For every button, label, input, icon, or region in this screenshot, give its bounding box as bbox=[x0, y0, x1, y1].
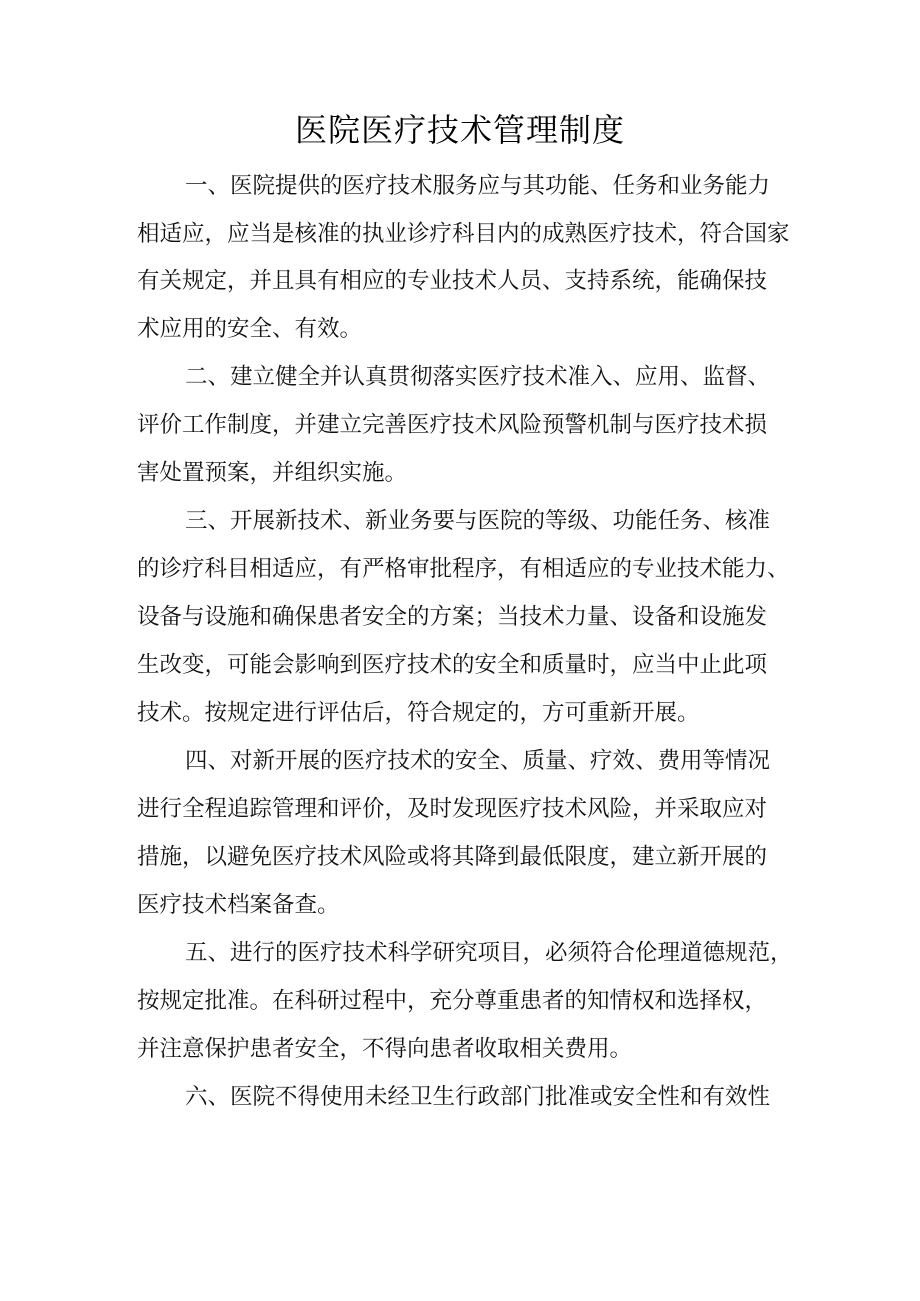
paragraph-3-line-1: 三、开展新技术、新业务要与医院的等级、功能任务、核准 bbox=[185, 508, 771, 534]
paragraph-3-line-4: 生改变，可能会影响到医疗技术的安全和质量时，应当中止此项 bbox=[137, 652, 768, 678]
paragraph-3-line-3: 设备与设施和确保患者安全的方案；当技术力量、设备和设施发 bbox=[137, 604, 768, 630]
paragraph-1-line-3: 有关规定，并且具有相应的专业技术人员、支持系统，能确保技 bbox=[137, 268, 768, 294]
paragraph-2-line-3: 害处置预案，并组织实施。 bbox=[137, 460, 408, 486]
paragraph-5-line-1: 五、进行的医疗技术科学研究项目，必须符合伦理道德规范， bbox=[185, 940, 793, 966]
paragraph-1-line-4: 术应用的安全、有效。 bbox=[137, 316, 363, 342]
paragraph-3-line-2: 的诊疗科目相适应，有严格审批程序，有相适应的专业技术能力、 bbox=[137, 556, 790, 582]
paragraph-1-line-2: 相适应，应当是核准的执业诊疗科目内的成熟医疗技术，符合国家 bbox=[137, 221, 790, 247]
document-title: 医院医疗技术管理制度 bbox=[294, 111, 625, 149]
paragraph-1-line-1: 一、医院提供的医疗技术服务应与其功能、任务和业务能力 bbox=[185, 173, 771, 199]
paragraph-4-line-4: 医疗技术档案备查。 bbox=[137, 892, 340, 918]
paragraph-2-line-2: 评价工作制度，并建立完善医疗技术风险预警机制与医疗技术损 bbox=[137, 412, 768, 438]
paragraph-3-line-5: 技术。按规定进行评估后，符合规定的，方可重新开展。 bbox=[137, 700, 700, 726]
paragraph-6-line-1: 六、医院不得使用未经卫生行政部门批准或安全性和有效性 bbox=[185, 1084, 771, 1110]
paragraph-5-line-2: 按规定批准。在科研过程中，充分尊重患者的知情权和选择权， bbox=[137, 988, 768, 1014]
paragraph-4-line-3: 措施，以避免医疗技术风险或将其降到最低限度，建立新开展的 bbox=[137, 844, 768, 870]
paragraph-2-line-1: 二、建立健全并认真贯彻落实医疗技术准入、应用、监督、 bbox=[185, 364, 771, 390]
paragraph-5-line-3: 并注意保护患者安全，不得向患者收取相关费用。 bbox=[137, 1036, 633, 1062]
paragraph-4-line-2: 进行全程追踪管理和评价，及时发现医疗技术风险，并采取应对 bbox=[137, 796, 768, 822]
paragraph-4-line-1: 四、对新开展的医疗技术的安全、质量、疗效、费用等情况 bbox=[185, 748, 771, 774]
